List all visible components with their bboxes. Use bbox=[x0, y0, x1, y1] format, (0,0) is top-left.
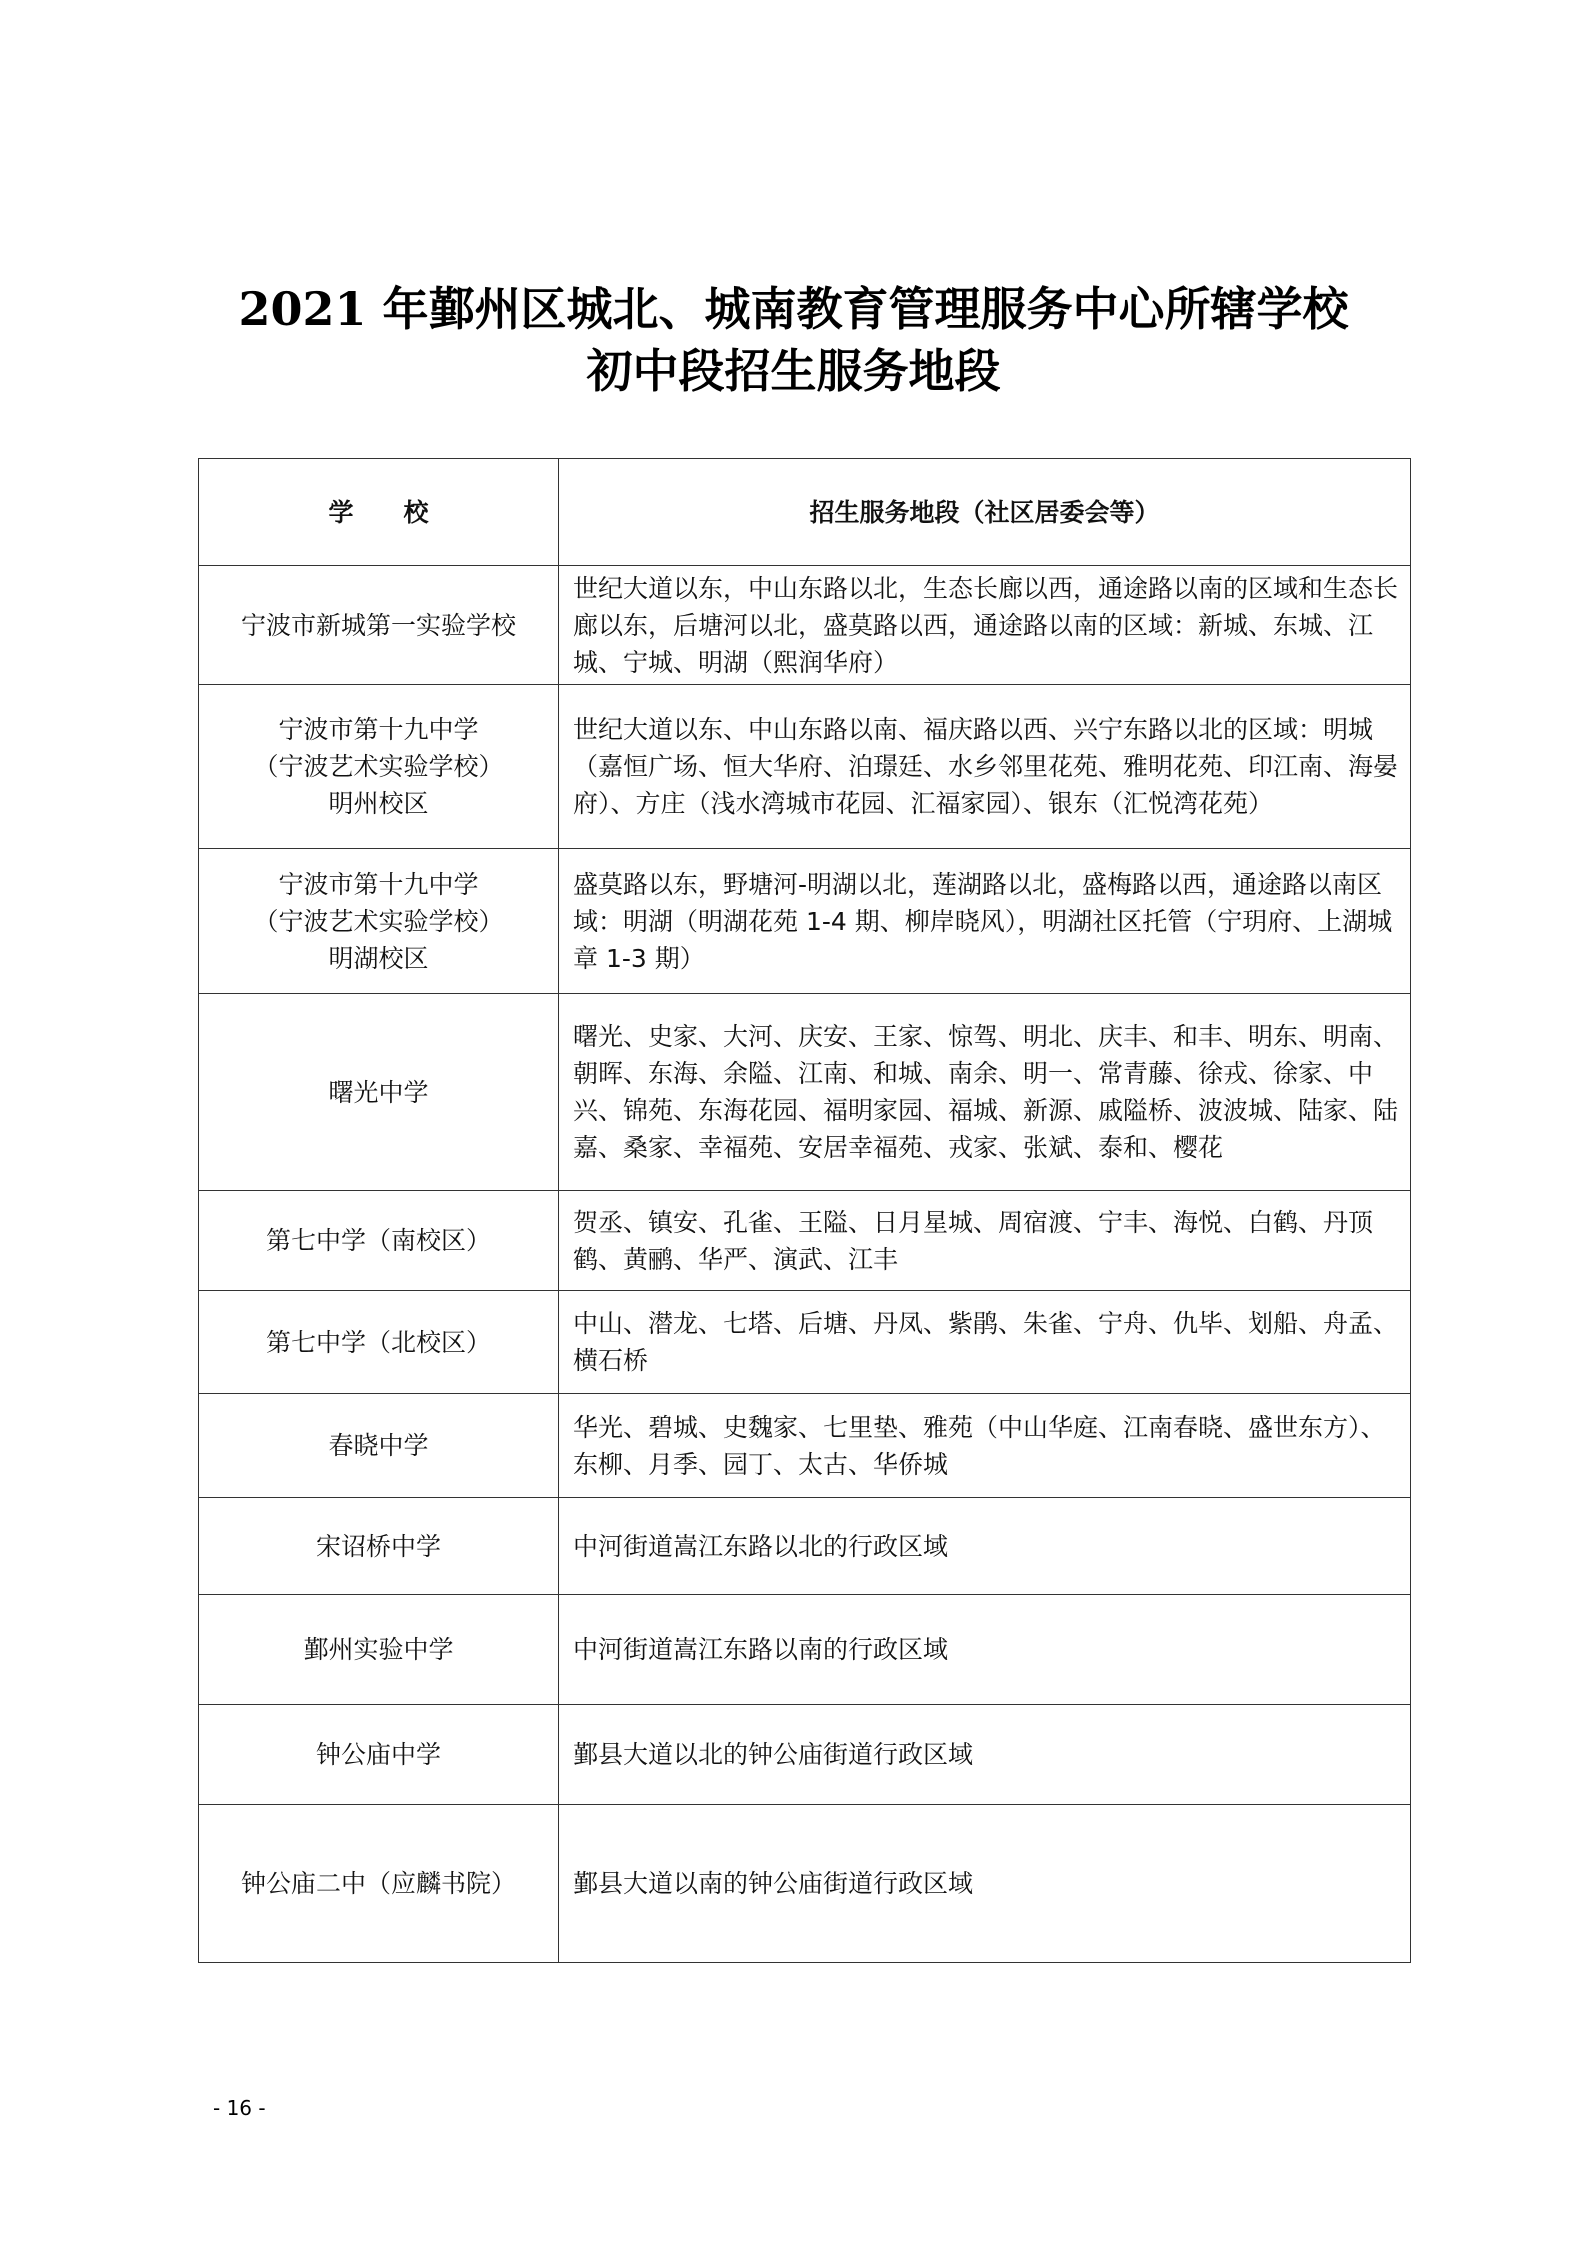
table-row bbox=[199, 1498, 1411, 1595]
school-name-line: （宁波艺术实验学校） bbox=[253, 906, 504, 936]
document-title bbox=[0, 278, 1587, 402]
school-cell bbox=[199, 1191, 559, 1291]
table-row bbox=[199, 685, 1411, 849]
area-cell: 中河街道嵩江东路以北的行政区域 bbox=[559, 1498, 1411, 1595]
enrollment-table-wrapper bbox=[198, 458, 1410, 1963]
school-name-line: 明州校区 bbox=[328, 789, 429, 818]
area-cell: 世纪大道以东，中山东路以北，生态长廊以西，通途路以南的区域和生态长廊以东，后塘河以北，盛莫路以西，通途路以南的区域：新城、东城、江城、宁城、明湖（熙润华府） bbox=[559, 566, 1411, 685]
school-name-line: 宁波市新城第一实验学校 bbox=[240, 610, 516, 640]
table-row bbox=[199, 1595, 1411, 1705]
area-cell: 世纪大道以东、中山东路以南、福庆路以西、兴宁东路以北的区域：明城（嘉恒广场、恒大华府、泊璟廷、水乡邻里花苑、雅明花苑、印江南、海晏府）、方庄（浅水湾城市花园、汇福家园）、银东（汇悦湾花苑） bbox=[559, 685, 1411, 849]
header-school: 学 校 bbox=[199, 459, 559, 566]
school-cell bbox=[199, 1805, 559, 1963]
school-cell bbox=[199, 1498, 559, 1595]
school-cell bbox=[199, 685, 559, 849]
table-row bbox=[199, 1291, 1411, 1394]
table-row bbox=[199, 1805, 1411, 1963]
table-header-row bbox=[199, 459, 1411, 566]
school-cell bbox=[199, 1705, 559, 1805]
table-row bbox=[199, 1705, 1411, 1805]
school-name-line: 明湖校区 bbox=[328, 943, 429, 973]
school-cell bbox=[199, 1291, 559, 1394]
school-name-line: 宁波市第十九中学 bbox=[278, 869, 479, 899]
school-cell bbox=[199, 849, 559, 994]
school-name-line: 宋诏桥中学 bbox=[315, 1531, 441, 1561]
area-cell: 中河街道嵩江东路以南的行政区域 bbox=[559, 1595, 1411, 1705]
table-row bbox=[199, 849, 1411, 994]
title-line-2: 初中段招生服务地段 bbox=[586, 344, 1001, 398]
school-name-line: 钟公庙二中（应麟书院） bbox=[240, 1869, 516, 1898]
school-name-line: 鄞州实验中学 bbox=[303, 1635, 454, 1664]
school-cell bbox=[199, 566, 559, 685]
school-cell bbox=[199, 1394, 559, 1498]
area-cell: 华光、碧城、史魏家、七里垫、雅苑（中山华庭、江南春晓、盛世东方）、东柳、月季、园丁、太古、华侨城 bbox=[559, 1394, 1411, 1498]
table-row bbox=[199, 566, 1411, 685]
table-row bbox=[199, 1394, 1411, 1498]
table-row bbox=[199, 994, 1411, 1191]
area-cell: 曙光、史家、大河、庆安、王家、惊驾、明北、庆丰、和丰、明东、明南、朝晖、东海、余隘、江南、和城、南余、明一、常青藤、徐戎、徐家、中兴、锦苑、东海花园、福明家园、福城、新源、戚隘桥、波波城、陆家、陆嘉、桑家、幸福苑、安居幸福苑、戎家、张斌、泰和、樱花 bbox=[559, 994, 1411, 1191]
area-cell: 鄞县大道以北的钟公庙街道行政区域 bbox=[559, 1705, 1411, 1805]
school-name-line: 宁波市第十九中学 bbox=[278, 715, 479, 744]
school-name-line: 春晓中学 bbox=[328, 1431, 429, 1460]
school-name-line: 曙光中学 bbox=[328, 1077, 429, 1107]
area-cell: 盛莫路以东，野塘河-明湖以北，莲湖路以北，盛梅路以西，通途路以南区域：明湖（明湖花苑 1-4 期、柳岸晓风），明湖社区托管（宁玥府、上湖城章 1-3 期） bbox=[559, 849, 1411, 994]
school-name-line: 第七中学（北校区） bbox=[265, 1327, 491, 1357]
area-cell: 中山、潜龙、七塔、后塘、丹凤、紫鹃、朱雀、宁舟、仇毕、划船、舟孟、横石桥 bbox=[559, 1291, 1411, 1394]
school-cell bbox=[199, 1595, 559, 1705]
area-cell: 鄞县大道以南的钟公庙街道行政区域 bbox=[559, 1805, 1411, 1963]
school-name-line: 钟公庙中学 bbox=[315, 1740, 441, 1769]
page-number: - 16 - bbox=[213, 2096, 266, 2120]
title-line-1: 2021 年鄞州区城北、城南教育管理服务中心所辖学校 bbox=[238, 282, 1349, 336]
school-name-line: （宁波艺术实验学校） bbox=[253, 752, 504, 781]
area-cell: 贺丞、镇安、孔雀、王隘、日月星城、周宿渡、宁丰、海悦、白鹤、丹顶鹤、黄鹂、华严、演武、江丰 bbox=[559, 1191, 1411, 1291]
header-area: 招生服务地段（社区居委会等） bbox=[559, 459, 1411, 566]
school-cell bbox=[199, 994, 559, 1191]
school-name-line: 第七中学（南校区） bbox=[265, 1226, 491, 1255]
enrollment-area-table bbox=[198, 458, 1411, 1963]
table-row bbox=[199, 1191, 1411, 1291]
